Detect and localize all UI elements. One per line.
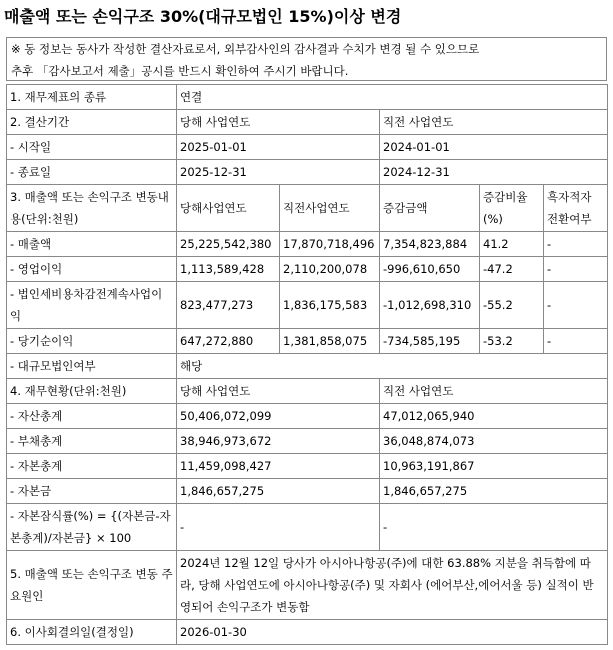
start-date-prev: 2024-01-01	[380, 135, 608, 160]
financial-cur-header: 당해 사업연도	[177, 379, 380, 404]
row-turn: -	[544, 329, 608, 354]
row-prev: 1,381,858,075	[280, 329, 380, 354]
table-row	[7, 379, 608, 404]
end-date-cur: 2025-12-31	[177, 160, 380, 185]
row-label: - 당기순이익	[7, 329, 177, 354]
change-prev-header: 직전사업연도	[280, 185, 380, 232]
row-cur: 1,113,589,428	[177, 257, 280, 282]
table-row	[7, 620, 608, 645]
row-rate: -53.2	[480, 329, 544, 354]
period-cur-header: 당해 사업연도	[177, 110, 380, 135]
row-diff: -1,012,698,310	[380, 282, 480, 329]
statement-type-value: 연결	[177, 85, 608, 110]
row-rate: -55.2	[480, 282, 544, 329]
table-row	[7, 85, 608, 110]
table-row	[7, 185, 608, 232]
table-row	[7, 135, 608, 160]
notice-box	[6, 37, 607, 81]
start-date-label: - 시작일	[7, 135, 177, 160]
row-label: - 자산총계	[7, 404, 177, 429]
change-section-label: 3. 매출액 또는 손익구조 변동내용(단위:천원)	[7, 185, 177, 232]
row-prev: -	[380, 504, 608, 551]
row-label: - 매출액	[7, 232, 177, 257]
large-corp-value: 해당	[177, 354, 608, 379]
row-prev: 1,846,657,275	[380, 479, 608, 504]
row-cur: 25,225,542,380	[177, 232, 280, 257]
table-row	[7, 257, 608, 282]
notice-line-1: ※ 동 정보는 동사가 작성한 결산자료로서, 외부감사인의 감사결과 수치가 변경 될 수 있으므로	[11, 42, 480, 56]
row-label: - 자본잠식률(%) = {(자본금-자본총계)/자본금} × 100	[7, 504, 177, 551]
table-row	[7, 504, 608, 551]
row-prev: 10,963,191,867	[380, 454, 608, 479]
table-row	[7, 354, 608, 379]
large-corp-label: - 대규모법인여부	[7, 354, 177, 379]
row-turn: -	[544, 257, 608, 282]
row-prev: 2,110,200,078	[280, 257, 380, 282]
row-label: - 부채총계	[7, 429, 177, 454]
row-label: - 법인세비용차감전계속사업이익	[7, 282, 177, 329]
row-diff: -734,585,195	[380, 329, 480, 354]
row-diff: 7,354,823,884	[380, 232, 480, 257]
board-date-label: 6. 이사회결의일(결정일)	[7, 620, 177, 645]
table-row	[7, 454, 608, 479]
cause-value: 2024년 12월 12일 당사가 아시아나항공(주)에 대한 63.88% 지분을 취득함에 따라, 당해 사업연도에 아시아나항공(주) 및 자회사 (에어부산,에어서울 등) 실적이 반영되어 손익구조가 변동함	[177, 551, 608, 620]
statement-type-label: 1. 재무제표의 종류	[7, 85, 177, 110]
period-label: 2. 결산기간	[7, 110, 177, 135]
row-turn: -	[544, 232, 608, 257]
row-label: - 자본총계	[7, 454, 177, 479]
financial-prev-header: 직전 사업연도	[380, 379, 608, 404]
change-diff-header: 증감금액	[380, 185, 480, 232]
end-date-prev: 2024-12-31	[380, 160, 608, 185]
notice-line-2: 추후 「감사보고서 제출」공시를 반드시 확인하여 주시기 바랍니다.	[11, 64, 349, 78]
financial-section-label: 4. 재무현황(단위:천원)	[7, 379, 177, 404]
disclosure-table	[6, 84, 608, 645]
table-row	[7, 551, 608, 620]
row-turn: -	[544, 282, 608, 329]
row-cur: 38,946,973,672	[177, 429, 380, 454]
row-prev: 1,836,175,583	[280, 282, 380, 329]
table-row	[7, 282, 608, 329]
row-cur: 823,477,273	[177, 282, 280, 329]
row-label: - 자본금	[7, 479, 177, 504]
row-prev: 17,870,718,496	[280, 232, 380, 257]
row-cur: 50,406,072,099	[177, 404, 380, 429]
change-turn-header: 흑자적자 전환여부	[544, 185, 608, 232]
table-row	[7, 429, 608, 454]
board-date-value: 2026-01-30	[177, 620, 608, 645]
start-date-cur: 2025-01-01	[177, 135, 380, 160]
row-prev: 47,012,065,940	[380, 404, 608, 429]
end-date-label: - 종료일	[7, 160, 177, 185]
row-cur: 1,846,657,275	[177, 479, 380, 504]
table-row	[7, 232, 608, 257]
row-cur: -	[177, 504, 380, 551]
cause-label: 5. 매출액 또는 손익구조 변동 주요원인	[7, 551, 177, 620]
row-rate: 41.2	[480, 232, 544, 257]
change-cur-header: 당해사업연도	[177, 185, 280, 232]
table-row	[7, 329, 608, 354]
period-prev-header: 직전 사업연도	[380, 110, 608, 135]
table-row	[7, 160, 608, 185]
page-title: 매출액 또는 손익구조 30%(대규모법인 15%)이상 변경	[4, 7, 402, 26]
row-rate: -47.2	[480, 257, 544, 282]
row-cur: 11,459,098,427	[177, 454, 380, 479]
row-prev: 36,048,874,073	[380, 429, 608, 454]
table-row	[7, 404, 608, 429]
change-rate-header: 증감비율 (%)	[480, 185, 544, 232]
row-diff: -996,610,650	[380, 257, 480, 282]
table-row	[7, 110, 608, 135]
row-label: - 영업이익	[7, 257, 177, 282]
table-row	[7, 479, 608, 504]
row-cur: 647,272,880	[177, 329, 280, 354]
